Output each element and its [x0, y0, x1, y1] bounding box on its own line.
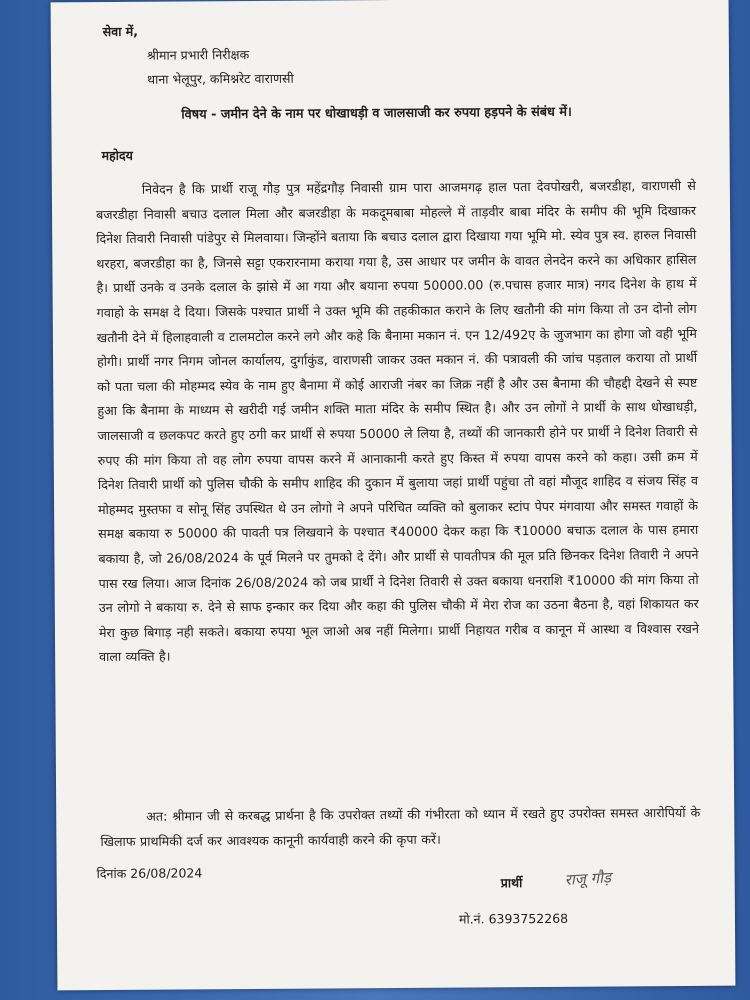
mobile-number: मो.नं. 6393752268 — [458, 910, 569, 927]
handwritten-signature: राजू गौड़ — [564, 868, 612, 890]
request-paragraph-text: अत: श्रीमान जी से करबद्ध प्रार्थना है कि उपरोक्त तथ्यों की गंभीरता को ध्यान में रखते हुए उपरोक्त समस्त आरोपियों के खिलाफ प्राथमिकी दर्ज कर आवश्यक कानूनी कार्यवाही करने की कृपा करें। — [100, 804, 701, 849]
salutation-to: सेवा में, — [102, 23, 139, 40]
applicant-label: प्रार्थी — [500, 875, 523, 891]
greeting: महोदय — [101, 147, 133, 164]
letter-page — [51, 0, 736, 990]
request-block — [100, 801, 700, 854]
recipient-line-1: श्रीमान प्रभारी निरीक्षक — [146, 46, 250, 63]
recipient-line-2: थाना भेलूपुर, कमिश्नरेट वाराणसी — [147, 70, 294, 87]
body-paragraph-text: निवेदन है कि प्रार्थी राजू गौड़ पुत्र महेंद्रगौड़ निवासी ग्राम पारा आजमगढ़ हाल पता देवपोखरी, बजरडीहा, वाराणसी से बजरडीहा निवासी बचाउ दलाल मिला और बजरडीहा के मकदूमबाबा मोहल्ले में ताड़वीर बाबा मंदिर के समीप की भूमि दिखाकर दिनेश तिवारी निवासी पांडेपुर से मिलवाया। जिन्होंने बताया कि बचाउ दलाल द्वारा दिखाया गया भूमि मो. स्येव पुत्र स्व. हारुल निवासी थरहरा, बजरडीहा का है, जिनसे सट्टा एकरारनामा कराया गया है, उस आधार पर जमीन के वावत लेनदेन करने का अधिकार हासिल है। प्रार्थी उनके व उनके दलाल के झांसे में आ गया और बयाना रुपया 50000.00 (रु.पचास हजार मात्र) नगद दिनेश के हाथ में गवाहो के समक्ष दे दिया। जिसके पश्चात प्रार्थी ने उक्त भूमि की तहकीकात कराने के लिए खतौनी की मांग किया तो उन दोनो लोग खतौनी देने में हिलाहवाली व टालमटोल करने लगे और कहे कि बैनामा मकान नं. एन 12/492ए के जुजभाग का होगा जो वही भूमि होगी। प्रार्थी नगर निगम जोनल कार्यालय, दुर्गाकुंड, वाराणसी जाकर उक्त मकान नं. की पत्रावली की जांच पड़ताल कराया तो प्रार्थी को पता चला की मोहम्मद स्येव के नाम हुए बैनामा में कोई आराजी नंबर का जिक्र नहीं है और उस बैनामा की चौहद्दी देखने से स्पष्ट हुआ कि बैनामा के माध्यम से खरीदी गई जमीन शक्ति माता मंदिर के समीप स्थित है। और उन लोगों ने प्रार्थी के साथ धोखाधड़ी, जालसाजी व छलकपट करते हुए ठगी कर प्रार्थी से रुपया 50000 ले लिया है, तथ्यों की जानकारी होने पर प्रार्थी ने दिनेश तिवारी से रुपए की मांग किया तो वह लोग रुपया वापस करने में आनाकानी करते हुए किस्त में रुपया वापस करने को कहा। उसी क्रम में दिनेश तिवारी प्रार्थी को पुलिस चौकी के समीप शाहिद की दुकान में बुलाया जहां प्रार्थी पहुंचा तो वहां मौजूद शाहिद व संजय सिंह व मोहम्मद मुस्तफा व सोनू सिंह उपस्थित थे उन लोगो ने अपने परिचित व्यक्ति को बुलाकर स्टांप पेपर मंगवाया और समस्त गवाहों के समक्ष बकाया रु 50000 की पावती पत्र लिखवाने के पश्चात ₹40000 देकर कहा कि ₹10000 बचाऊ दलाल के पास हमारा बकाया है, जो 26/08/2024 के पूर्व मिलने पर तुमको दे देंगे। और प्रार्थी से पावतीपत्र की मूल प्रति छिनकर दिनेश तिवारी ने अपने पास रख लिया। आज दिनांक 26/08/2024 को जब प्रार्थी ने दिनेश तिवारी से उक्त बकाया धनराशि ₹10000 की मांग किया तो उन लोगो ने बकाया रु. देने से साफ इन्कार कर दिया और कहा की पुलिस चौकी में मेरा रोज का उठना बैठना है, वहां शिकायत कर मेरा कुछ बिगाड़ नही सकते। बकाया रुपया भूल जाओ अब नहीं मिलेगा। प्रार्थी निहायत गरीब व कानून में आस्था व विश्वास रखने वाला व्यक्ति है। — [95, 177, 699, 665]
letter-subject: विषय - जमीन देने के नाम पर धोखाधड़ी व जालसाजी कर रुपया हड़पने के संबंध में। — [181, 104, 572, 123]
date-line: दिनांक 26/08/2024 — [96, 865, 203, 882]
letter-body — [96, 174, 699, 670]
